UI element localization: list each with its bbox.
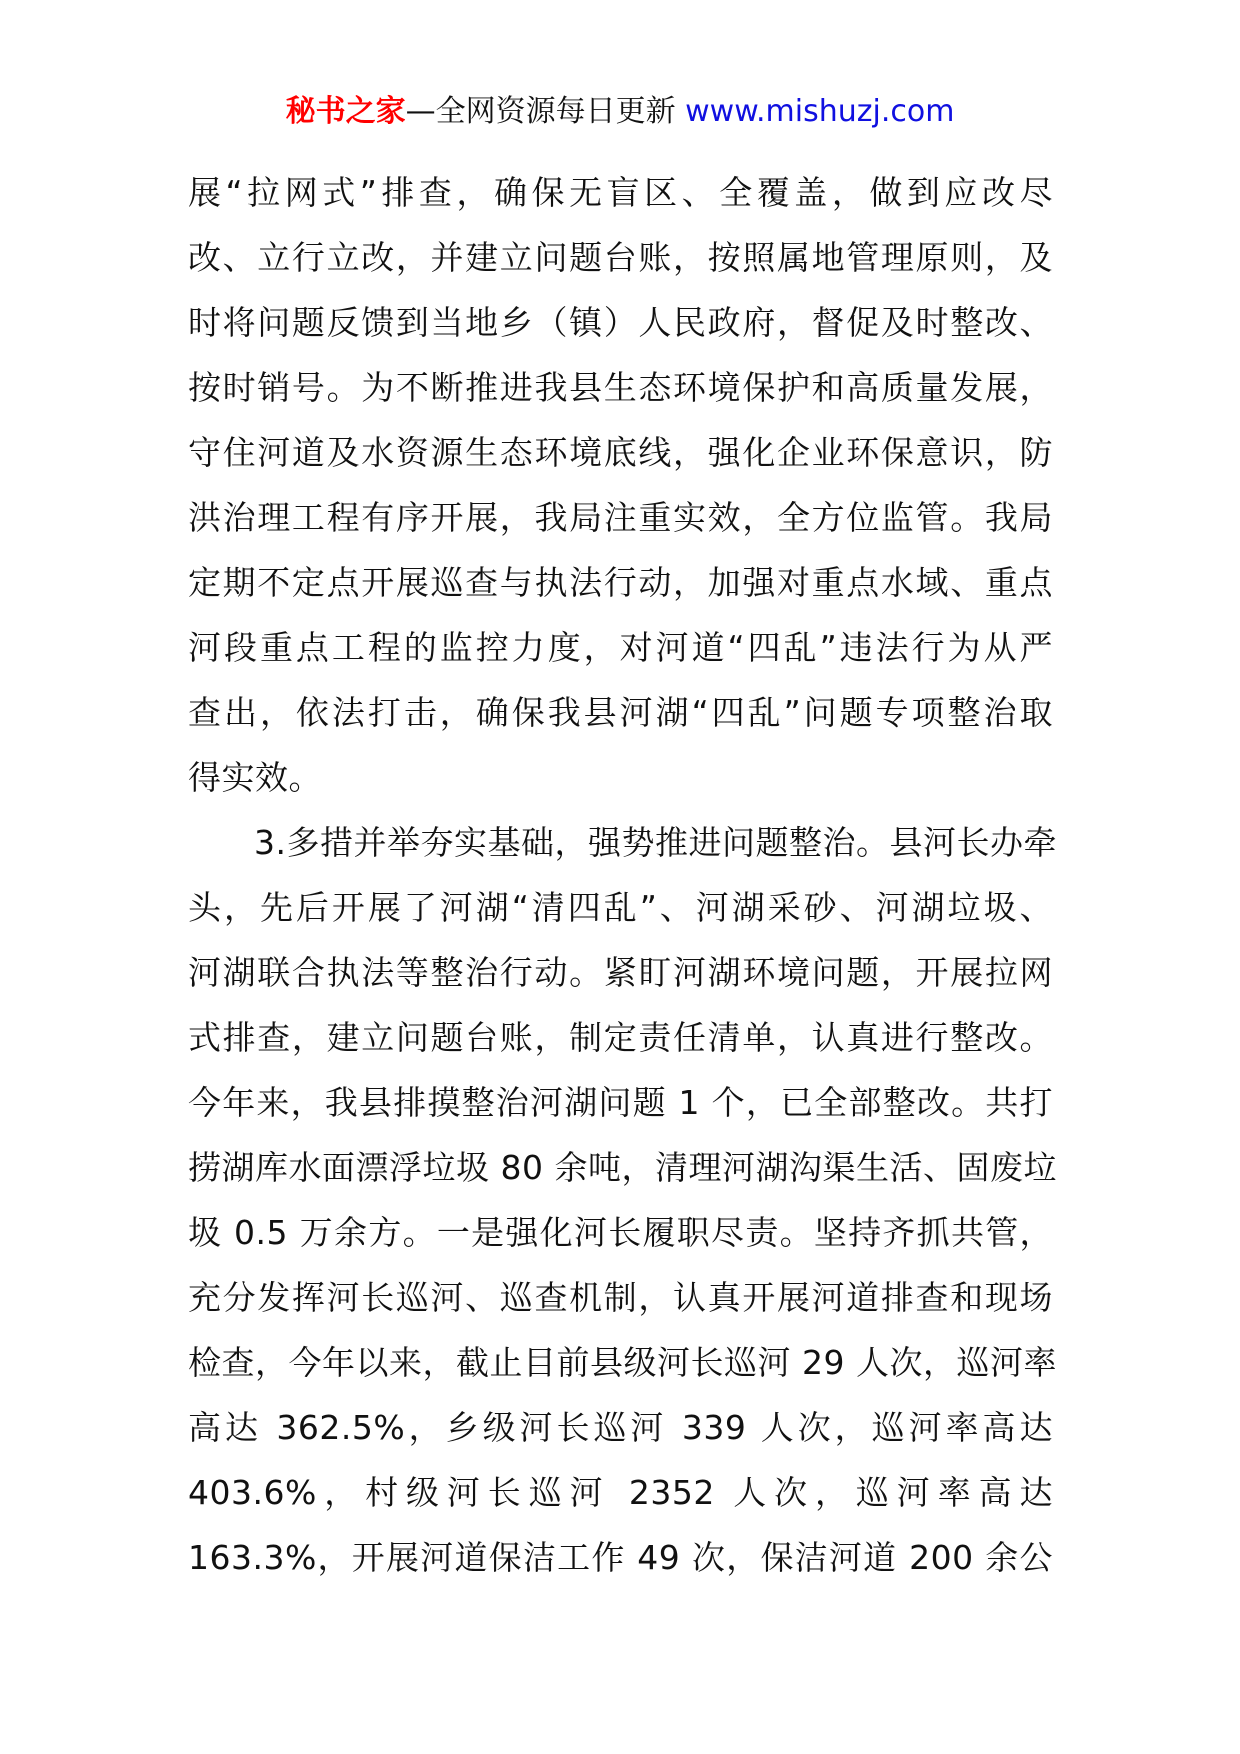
text-line: 按时销号。为不断推进我县生态环境保护和高质量发展，: [188, 368, 1053, 407]
text-line: 圾 0.5 万余方。一是强化河长履职尽责。坚持齐抓共管，: [188, 1213, 1053, 1252]
text-line: 河段重点工程的监控力度，对河道“四乱”违法行为从严: [188, 628, 1053, 667]
text-line: 高达 362.5%，乡级河长巡河 339 人次，巡河率高达: [188, 1408, 1053, 1447]
text-line: 今年来，我县排摸整治河湖问题 1 个，已全部整改。共打: [188, 1083, 1053, 1122]
header-slogan: —全网资源每日更新: [405, 94, 686, 129]
text-line: 充分发挥河长巡河、巡查机制，认真开展河道排查和现场: [188, 1278, 1053, 1317]
text-line: 改、立行立改，并建立问题台账，按照属地管理原则，及: [188, 238, 1053, 277]
text-line: 头，先后开展了河湖“清四乱”、河湖采砂、河湖垃圾、: [188, 888, 1053, 927]
text-line: 式排查，建立问题台账，制定责任清单，认真进行整改。: [188, 1018, 1053, 1057]
document-body: [188, 160, 1057, 1590]
text-line: 河湖联合执法等整治行动。紧盯河湖环境问题，开展拉网: [188, 953, 1053, 992]
text-line: 展“拉网式”排查，确保无盲区、全覆盖，做到应改尽: [188, 173, 1053, 212]
text-line: 得实效。: [188, 758, 322, 797]
text-line: 查出，依法打击，确保我县河湖“四乱”问题专项整治取: [188, 693, 1053, 732]
text-line: 163.3%，开展河道保洁工作 49 次，保洁河道 200 余公: [188, 1538, 1053, 1577]
text-line: 守住河道及水资源生态环境底线，强化企业环保意识，防: [188, 433, 1053, 472]
text-line: 检查，今年以来，截止目前县级河长巡河 29 人次，巡河率: [188, 1343, 1057, 1382]
text-line: 捞湖库水面漂浮垃圾 80 余吨，清理河湖沟渠生活、固废垃: [188, 1148, 1057, 1187]
header-brand: 秘书之家: [285, 94, 406, 129]
site-header: [0, 92, 1240, 132]
text-line: 时将问题反馈到当地乡（镇）人民政府，督促及时整改、: [188, 303, 1053, 342]
text-line: 定期不定点开展巡查与执法行动，加强对重点水域、重点: [188, 563, 1053, 602]
text-line: 洪治理工程有序开展，我局注重实效，全方位监管。我局: [188, 498, 1053, 537]
header-url-link[interactable]: www.mishuzj.com: [685, 94, 955, 129]
paragraph-heading-line: 3.多措并举夯实基础，强势推进问题整治。县河长办牵: [254, 823, 1057, 862]
text-line: 403.6%，村级河长巡河 2352 人次，巡河率高达: [188, 1473, 1053, 1512]
